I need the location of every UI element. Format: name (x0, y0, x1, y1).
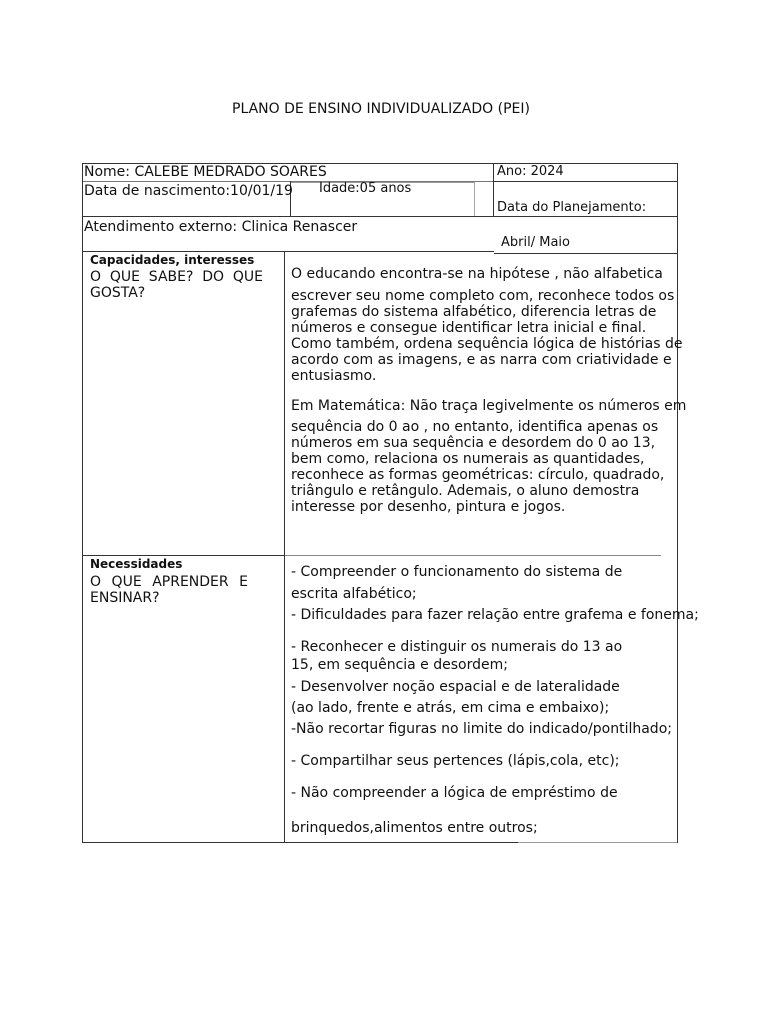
student-name: Nome: CALEBE MEDRADO SOARES (84, 164, 327, 180)
text-line: bem como, relaciona os numerais as quantidades, (291, 451, 645, 467)
text-line: acordo com as imagens, e as narra com criatividade e (291, 352, 672, 368)
needs-question (90, 574, 248, 606)
external-care: Atendimento externo: Clinica Renascer (84, 219, 358, 235)
list-item: - Compreender o funcionamento do sistema de (291, 564, 623, 580)
text-line: entusiasmo. (291, 368, 377, 384)
text-line: Como também, ordena sequência lógica de histórias de (291, 336, 683, 352)
needs-heading: Necessidades (90, 557, 183, 571)
list-item: - Não compreender a lógica de empréstimo de (291, 785, 618, 801)
needs-question-line1: O QUE APRENDER E (90, 574, 248, 590)
list-item: - Compartilhar seus pertences (lápis,cola, etc); (291, 753, 620, 769)
capacities-heading: Capacidades, interesses (90, 253, 255, 267)
list-item: - Desenvolver noção espacial e de lateralidade (291, 679, 620, 695)
text-line: sequência do 0 ao , no entanto, identifica apenas os (291, 419, 659, 435)
list-item: (ao lado, frente e atrás, em cima e embaixo); (291, 700, 610, 716)
text-line: números e consegue identificar letra inicial e final. (291, 320, 647, 336)
list-item: brinquedos,alimentos entre outros; (291, 820, 538, 836)
text-line: interesse por desenho, pintura e jogos. (291, 499, 566, 515)
list-item: - Reconhecer e distinguir os numerais do 13 ao (291, 639, 623, 655)
text-line: triângulo e retângulo. Ademais, o aluno demostra (291, 483, 640, 499)
year-label: Ano: 2024 (497, 164, 564, 179)
capacities-question-line2: GOSTA? (90, 285, 146, 301)
text-line: grafemas do sistema alfabético, diferencia letras de (291, 304, 657, 320)
birth-date: Data de nascimento:10/01/19 (84, 183, 293, 199)
text-line: números em sua sequência e desordem do 0 ao 13, (291, 435, 656, 451)
text-line: escrever seu nome completo com, reconhece todos os (291, 288, 675, 304)
document-title: PLANO DE ENSINO INDIVIDUALIZADO (PEI) (232, 101, 530, 117)
planning-date-label: Data do Planejamento: (497, 200, 647, 215)
age: Idade:05 anos (319, 181, 412, 196)
list-item: 15, em sequência e desordem; (291, 657, 508, 673)
capacities-question (90, 269, 263, 301)
text-line: reconhece as formas geométricas: círculo, quadrado, (291, 467, 665, 483)
list-item: -Não recortar figuras no limite do indicado/pontilhado; (291, 721, 672, 737)
text-line: Em Matemática: Não traça legivelmente os números em (291, 398, 687, 414)
needs-question-line2: ENSINAR? (90, 590, 160, 606)
text-line: O educando encontra-se na hipótese , não alfabetica (291, 266, 663, 282)
list-item: - Dificuldades para fazer relação entre grafema e fonema; (291, 607, 699, 623)
list-item: escrita alfabético; (291, 586, 417, 602)
planning-date-value: Abril/ Maio (501, 235, 570, 250)
capacities-question-line1: O QUE SABE? DO QUE (90, 269, 263, 285)
